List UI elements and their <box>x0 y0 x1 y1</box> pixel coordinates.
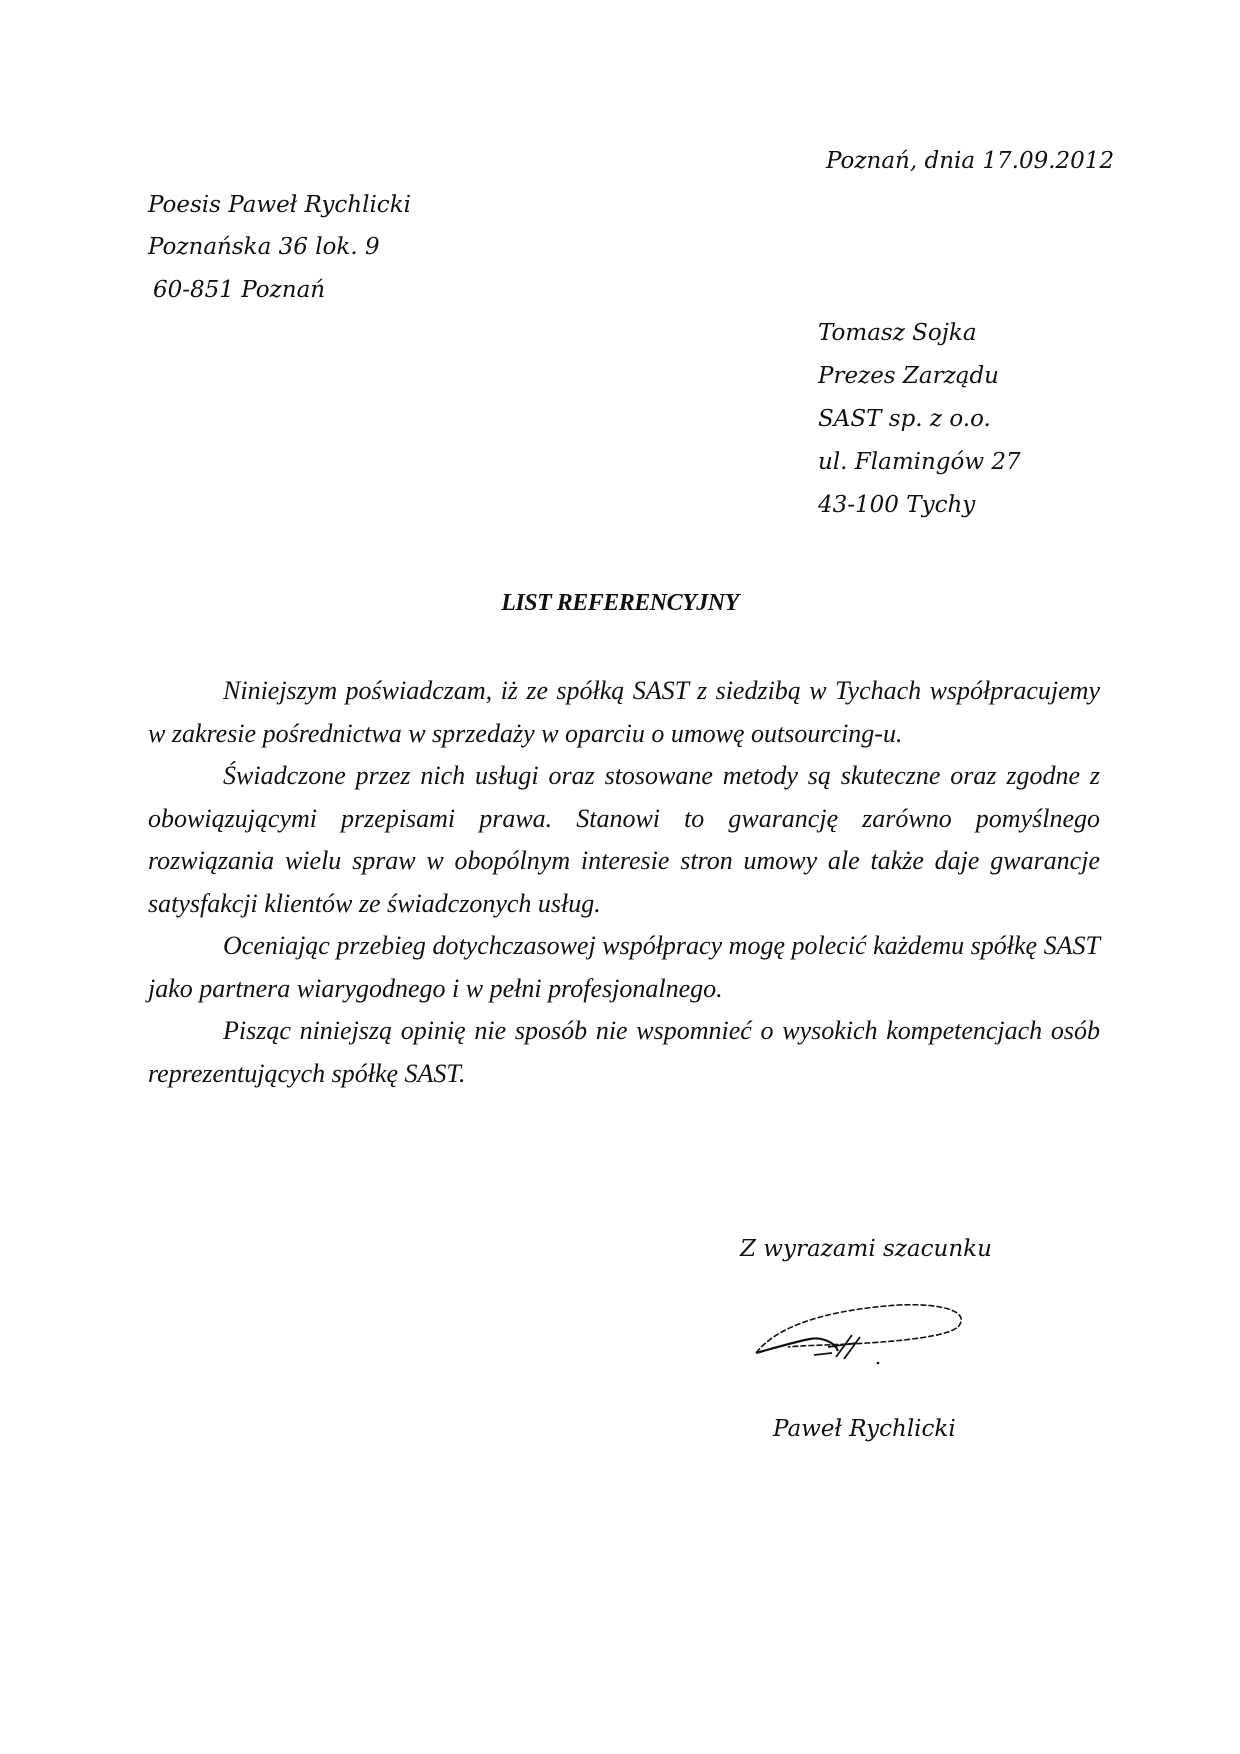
body-paragraph: Pisząc niniejszą opinię nie sposób nie wspomnieć o wysokich kompetencjach osób reprezentujących spółkę SAST. <box>148 1016 1100 1088</box>
recipient-line: Tomasz Sojka <box>818 320 977 346</box>
handwritten-signature <box>748 1285 978 1375</box>
body-paragraph: Niniejszym poświadczam, iż ze spółką SAST z siedzibą w Tychach współpracujemy w zakresie pośrednictwa w sprzedaży w oparciu o umowę outsourcing-u. <box>148 676 1100 748</box>
signature-name: Paweł Rychlicki <box>773 1416 956 1442</box>
recipient-line: SAST sp. z o.o. <box>818 406 991 432</box>
sender-line: Poesis Paweł Rychlicki <box>148 192 411 218</box>
body-paragraph: Świadczone przez nich usługi oraz stosowane metody są skuteczne oraz zgodne z obowiązującymi przepisami prawa. Stanowi to gwarancję zarówno pomyślnego rozwiązania wielu spraw w obopólnym interesie stron umowy ale także daje gwarancje satysfakcji klientów ze świadczonych usług. <box>148 761 1100 918</box>
sender-line: 60-851 Poznań <box>153 277 326 303</box>
closing: Z wyrazami szacunku <box>740 1236 992 1262</box>
signature-loop <box>756 1305 961 1353</box>
recipient-line: 43-100 Tychy <box>818 492 976 518</box>
signature-dot <box>877 1362 880 1365</box>
body-paragraph: Oceniając przebieg dotychczasowej współpracy mogę polecić każdemu spółkę SAST jako partnera wiarygodnego i w pełni profesjonalnego. <box>148 931 1100 1003</box>
letter-title: LIST REFERENCYJNY <box>501 590 739 616</box>
recipient-line: Prezes Zarządu <box>818 363 999 389</box>
letter-body <box>148 670 1100 1095</box>
sender-line: Poznańska 36 lok. 9 <box>148 234 380 260</box>
recipient-line: ul. Flamingów 27 <box>818 449 1021 475</box>
place-date: Poznań, dnia 17.09.2012 <box>826 148 1115 174</box>
